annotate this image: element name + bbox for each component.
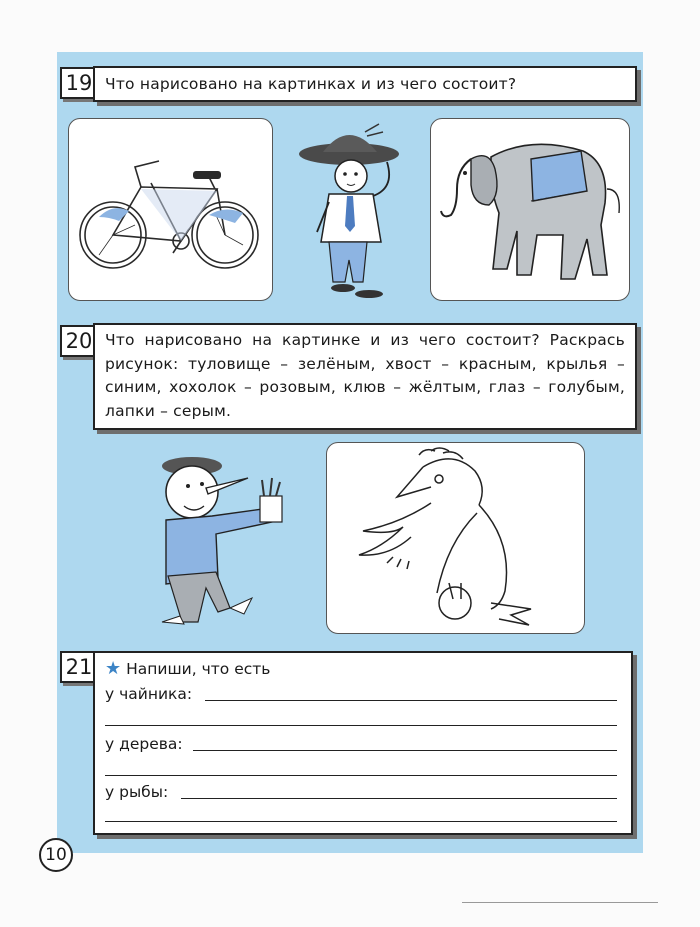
answer-label-tree: у дерева:: [105, 735, 183, 753]
answer-line-tree[interactable]: [193, 750, 617, 751]
pinocchio-picture: [150, 452, 305, 627]
boy-in-hat-picture: [285, 122, 415, 300]
task-21-prompt: Напиши, что есть: [126, 660, 271, 678]
task-21-text: [105, 658, 270, 679]
task-number-21: 21: [60, 651, 98, 683]
answer-line-extra-3[interactable]: [105, 821, 617, 822]
task-number-19: 19: [60, 67, 98, 99]
answer-line-teapot[interactable]: [205, 700, 617, 701]
answer-row-tree: [105, 727, 617, 757]
answer-label-fish: у рыбы:: [105, 783, 169, 801]
star-icon: ★: [105, 658, 122, 679]
answer-line-fish[interactable]: [181, 798, 617, 799]
task-21-answer-box: [93, 651, 633, 835]
answer-row-teapot: [105, 677, 617, 707]
answer-label-teapot: у чайника:: [105, 685, 193, 703]
crow-picture: [326, 442, 585, 634]
task-number-20: 20: [60, 325, 98, 357]
bottom-divider: [462, 902, 658, 903]
task-20-text: Что нарисовано на картинке и из чего состоит? Раскрась рисунок: туловище – зелёным, хвост – красным, крылья – синим, хохолок – розовым, клюв – жёлтым, глаз – голубым, лапки – серым.: [93, 323, 637, 430]
page-number: 10: [39, 838, 73, 872]
bicycle-picture: [68, 118, 273, 301]
answer-row-fish: [105, 775, 617, 805]
answer-line-extra-1[interactable]: [105, 725, 617, 726]
elephant-picture: [430, 118, 630, 301]
task-19-text: Что нарисовано на картинках и из чего состоит?: [93, 66, 637, 102]
